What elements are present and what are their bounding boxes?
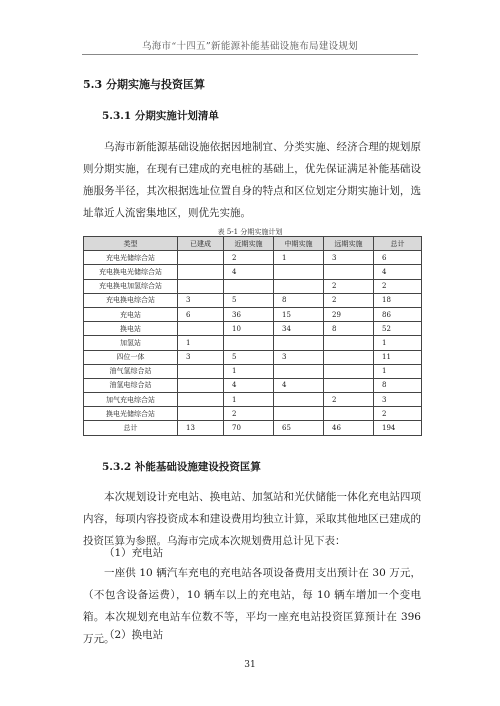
table-header-row [84, 237, 422, 251]
table-cell: 3 [178, 350, 224, 364]
table-cell: 1 [224, 364, 274, 378]
table-row [84, 336, 422, 350]
table-cell [178, 279, 224, 293]
table-body [84, 251, 422, 435]
table-cell: 8 [324, 322, 374, 336]
plan-paragraph: 乌海市新能源基础设施依据因地制宜、分类实施、经济合理的规划原则分期实施，在现有已建成的充电桩的基础上，优先保证满足补能基础设施服务半径，其次根据选址位置自身的特点和区位划定分期实施计划，选址靠近人流密集地区，则优先实施。 [83, 141, 421, 219]
table-row [84, 293, 422, 307]
table-cell [274, 407, 324, 421]
column-header: 近期实施 [224, 237, 274, 251]
table-cell: 46 [324, 421, 374, 435]
table-row [84, 265, 422, 279]
row-label: 充电换电综合站 [84, 293, 178, 307]
table-cell [274, 364, 324, 378]
header-rule [82, 54, 418, 55]
table-cell: 8 [274, 293, 324, 307]
table-row [84, 307, 422, 321]
row-label: 充电站 [84, 307, 178, 321]
row-label: 油气氢综合站 [84, 364, 178, 378]
table-cell: 2 [224, 251, 274, 265]
table-cell: 3 [324, 251, 374, 265]
table-cell [178, 251, 224, 265]
table-cell: 36 [224, 307, 274, 321]
table-cell: 1 [374, 336, 422, 350]
row-label: 换电站 [84, 322, 178, 336]
table-cell: 4 [224, 378, 274, 392]
row-label: 加气充电综合站 [84, 393, 178, 407]
row-label: 总计 [84, 421, 178, 435]
subsection-title-investment: 5.3.2 补能基础设施建设投资匡算 [102, 461, 261, 473]
column-header: 远期实施 [324, 237, 374, 251]
table-cell: 15 [274, 307, 324, 321]
table-row [84, 407, 422, 421]
table-cell: 5 [224, 350, 274, 364]
row-label: 换电光储综合站 [84, 407, 178, 421]
table-cell: 194 [374, 421, 422, 435]
section-title: 5.3 分期实施与投资匡算 [83, 78, 205, 91]
table-cell: 2 [324, 293, 374, 307]
table-cell: 4 [374, 265, 422, 279]
table-cell: 86 [374, 307, 422, 321]
table-row [84, 322, 422, 336]
table-cell [178, 322, 224, 336]
table-caption: 表 5-1 分期实施计划 [217, 228, 283, 236]
item-swap-station: （2）换电站 [104, 629, 164, 641]
table-cell: 6 [374, 251, 422, 265]
table-cell [178, 407, 224, 421]
table-cell: 1 [224, 393, 274, 407]
table-cell [178, 378, 224, 392]
table-cell [324, 407, 374, 421]
plan-table [83, 236, 422, 436]
column-header: 已建成 [178, 237, 224, 251]
row-label: 充电换电光储综合站 [84, 265, 178, 279]
table-cell [274, 279, 324, 293]
table-cell [324, 265, 374, 279]
row-label: 加氢站 [84, 336, 178, 350]
table-row [84, 364, 422, 378]
table-cell: 2 [324, 393, 374, 407]
table-cell [178, 364, 224, 378]
table-cell: 29 [324, 307, 374, 321]
table-cell: 2 [324, 279, 374, 293]
column-header: 类型 [84, 237, 178, 251]
table-cell: 11 [374, 350, 422, 364]
table-cell [324, 350, 374, 364]
table-row [84, 350, 422, 364]
table-row [84, 251, 422, 265]
item-charging-station: （1）充电站 [104, 547, 164, 559]
table-cell [274, 265, 324, 279]
table-cell: 52 [374, 322, 422, 336]
page-header: 乌海市“十四五”新能源补能基础设施布局建设规划 [141, 41, 359, 52]
table-cell: 3 [178, 293, 224, 307]
table-cell [324, 364, 374, 378]
table-cell: 18 [374, 293, 422, 307]
table-row [84, 279, 422, 293]
table-cell: 2 [374, 279, 422, 293]
table-cell [178, 265, 224, 279]
table-cell [178, 393, 224, 407]
subsection-title-plan: 5.3.1 分期实施计划清单 [102, 110, 219, 122]
table-cell: 2 [224, 407, 274, 421]
row-label: 充电换电加氢综合站 [84, 279, 178, 293]
table-cell [224, 336, 274, 350]
charging-station-paragraph: 一座供 10 辆汽车充电的充电站各项设备费用支出预计在 30 万元，（不包含设备运费），10 辆车以上的充电站，每 10 辆车增加一个变电箱。本次规划充电站车位数不等，平均一座充电站投资匡算预计在 396 万元。 [83, 567, 421, 645]
table-cell [224, 279, 274, 293]
table-cell: 13 [178, 421, 224, 435]
table-cell: 5 [224, 293, 274, 307]
table-cell [274, 336, 324, 350]
table-cell [274, 393, 324, 407]
table-cell: 34 [274, 322, 324, 336]
table-row [84, 393, 422, 407]
column-header: 中期实施 [274, 237, 324, 251]
table-cell: 10 [224, 322, 274, 336]
table-cell: 8 [374, 378, 422, 392]
table-cell: 6 [178, 307, 224, 321]
table-cell: 65 [274, 421, 324, 435]
table-row [84, 378, 422, 392]
column-header: 总计 [374, 237, 422, 251]
table-total-row [84, 421, 422, 435]
table-cell: 2 [374, 407, 422, 421]
investment-paragraph: 本次规划设计充电站、换电站、加氢站和光伏储能一体化充电站四项内容，每项内容投资成本和建设费用均独立计算，采取其他地区已建成的投资匡算为参照。乌海市完成本次规划费用总计见下表： [83, 491, 421, 547]
table-cell: 3 [274, 350, 324, 364]
table-cell: 4 [274, 378, 324, 392]
table-cell: 4 [224, 265, 274, 279]
row-label: 四位一体 [84, 350, 178, 364]
table-cell: 1 [274, 251, 324, 265]
table-cell [324, 378, 374, 392]
table-cell: 1 [178, 336, 224, 350]
row-label: 充电光储综合站 [84, 251, 178, 265]
page-number: 31 [244, 660, 256, 670]
table-cell: 70 [224, 421, 274, 435]
table-cell [324, 336, 374, 350]
table-cell: 1 [374, 364, 422, 378]
table-cell: 3 [374, 393, 422, 407]
row-label: 油氢电综合站 [84, 378, 178, 392]
